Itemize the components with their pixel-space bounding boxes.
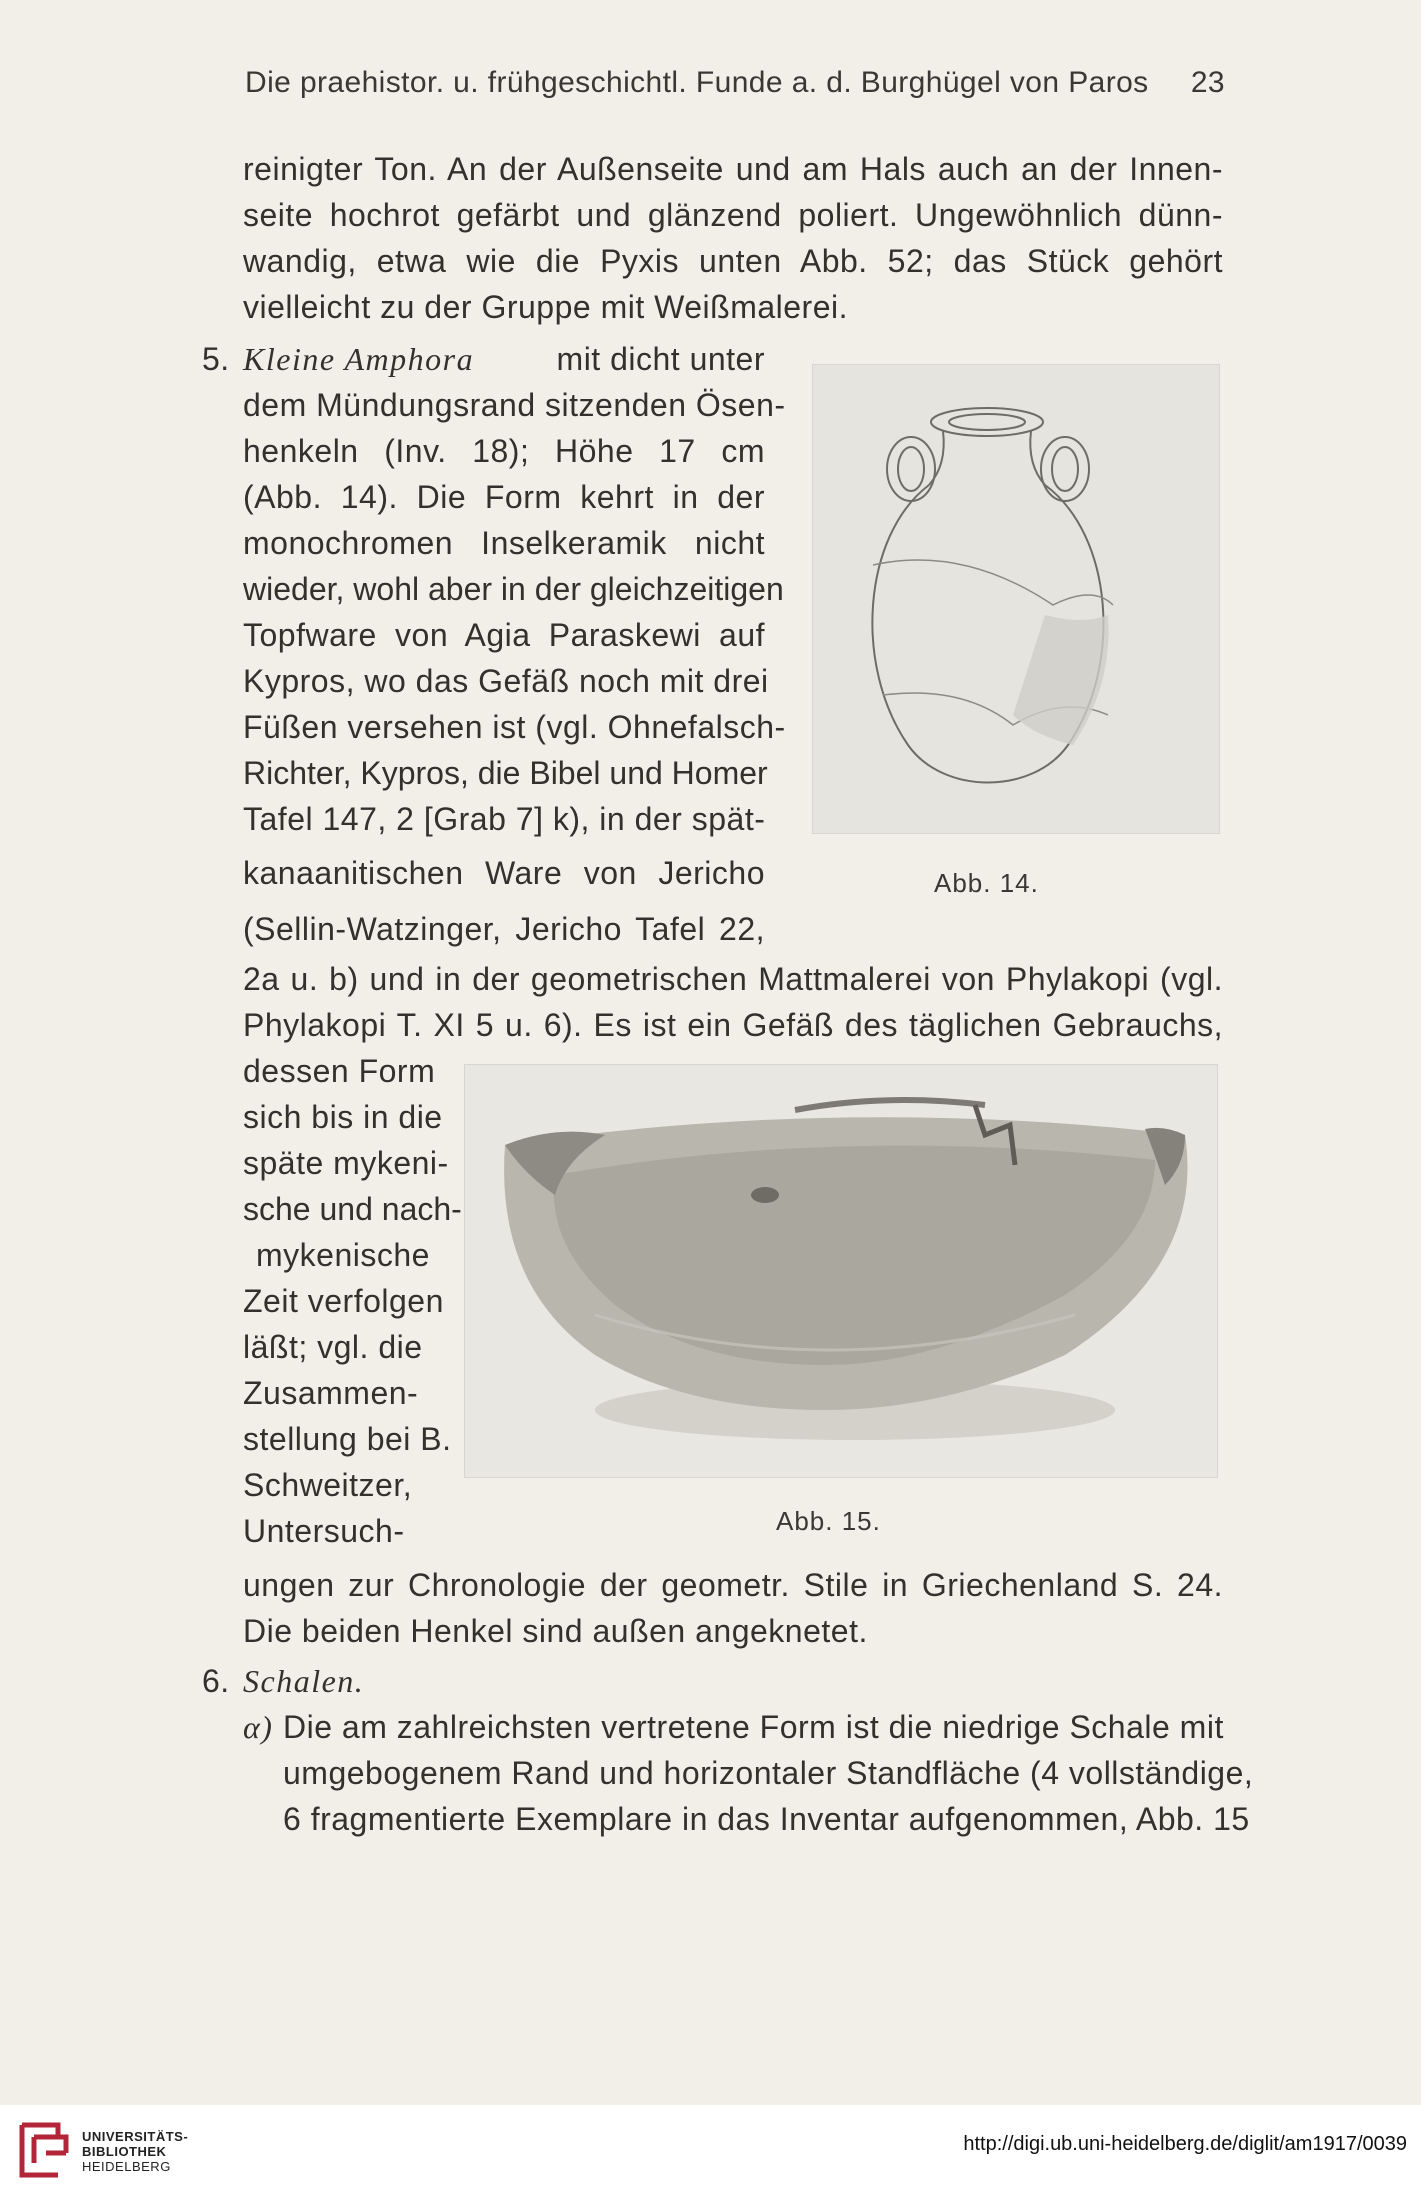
text-line: kanaanitischen Ware von Jericho [243,855,765,891]
text-line: (Sellin-Watzinger, Jericho Tafel 22, [243,911,765,947]
text-line: Untersuch- [243,1513,405,1549]
text-line: Topfware von Agia Paraskewi auf [243,617,765,653]
text-line: umgebogenem Rand und horizontaler Standfläche (4 vollständige, [283,1755,1254,1791]
digitization-footer [0,2105,1421,2205]
library-name-line: BIBLIOTHEK [82,2144,167,2159]
source-url-link[interactable]: http://digi.ub.uni-heidelberg.de/diglit/am1917/0039 [963,2133,1407,2155]
text-line: 2a u. b) und in der geometrischen Mattmalerei von Phylakopi (vgl. [243,961,1223,997]
text-line: reinigter Ton. An der Außenseite und am Hals auch an der Innen- [243,151,1223,187]
text-line: sche und nach- [243,1191,462,1227]
running-header [245,66,1225,100]
text-line: Tafel 147, 2 [Grab 7] k), in der spät- [243,801,766,837]
text-line: vielleicht zu der Gruppe mit Weißmalerei. [243,289,848,325]
text-line: späte mykeni- [243,1145,449,1181]
text-line: Richter, Kypros, die Bibel und Homer [243,755,768,791]
figure-caption-15: Abb. 15. [776,1506,881,1536]
text-fragment: mit dicht unter [556,341,765,377]
figure-caption-14: Abb. 14. [934,868,1039,898]
page-number: 23 [1190,66,1225,99]
text-line: wandig, etwa wie die Pyxis unten Abb. 52; das Stück gehört [243,243,1223,279]
italic-term: Kleine Amphora [243,341,475,377]
item-number: 6. [202,1663,230,1699]
library-logo-icon [14,2119,74,2189]
text-line: Kypros, wo das Gefäß noch mit drei [243,663,769,699]
library-name-line: HEIDELBERG [82,2159,171,2174]
text-line: Phylakopi T. XI 5 u. 6). Es ist ein Gefäß des täglichen Gebrauchs, [243,1007,1223,1043]
text-line: 6 fragmentierte Exemplare in das Inventar aufgenommen, Abb. 15 [283,1801,1250,1837]
figure-bowl [464,1064,1218,1478]
header-title: Die praehistor. u. frühgeschichtl. Funde a. d. Burghügel von Paros [245,66,1149,99]
amphora-drawing [813,365,1219,833]
text-line: wieder, wohl aber in der gleichzeitigen [243,571,784,607]
text-line: seite hochrot gefärbt und glänzend poliert. Ungewöhnlich dünn- [243,197,1223,233]
text-line: läßt; vgl. die [243,1329,423,1365]
item-number: 5. [202,341,230,377]
text-line: ungen zur Chronologie der geometr. Stile in Griechenland S. 24. [243,1567,1223,1603]
text-line: henkeln (Inv. 18); Höhe 17 cm [243,433,765,469]
text-line: Zusammen- [243,1375,419,1411]
section-heading: Schalen. [243,1663,365,1699]
figure-amphora [812,364,1220,834]
text-line: dessen Form [243,1053,436,1089]
list-label: α) [243,1709,274,1745]
text-line: Die beiden Henkel sind außen angeknetet. [243,1613,868,1649]
text-line: stellung bei B. [243,1421,452,1457]
text-line: Die am zahlreichsten vertretene Form ist die niedrige Schale mit [283,1709,1224,1745]
text-line: dem Mündungsrand sitzenden Ösen- [243,387,786,423]
bowl-photo [465,1065,1217,1477]
text-line [243,336,765,382]
text-line: Füßen versehen ist (vgl. Ohnefalsch- [243,709,786,745]
text-line: mykenische [256,1237,430,1273]
library-name-line: UNIVERSITÄTS- [82,2129,189,2144]
library-name [82,2129,188,2174]
text-line: monochromen Inselkeramik nicht [243,525,765,561]
text-line: sich bis in die [243,1099,443,1135]
text-line: Schweitzer, [243,1467,413,1503]
text-line: (Abb. 14). Die Form kehrt in der [243,479,765,515]
text-line: Zeit verfolgen [243,1283,444,1319]
